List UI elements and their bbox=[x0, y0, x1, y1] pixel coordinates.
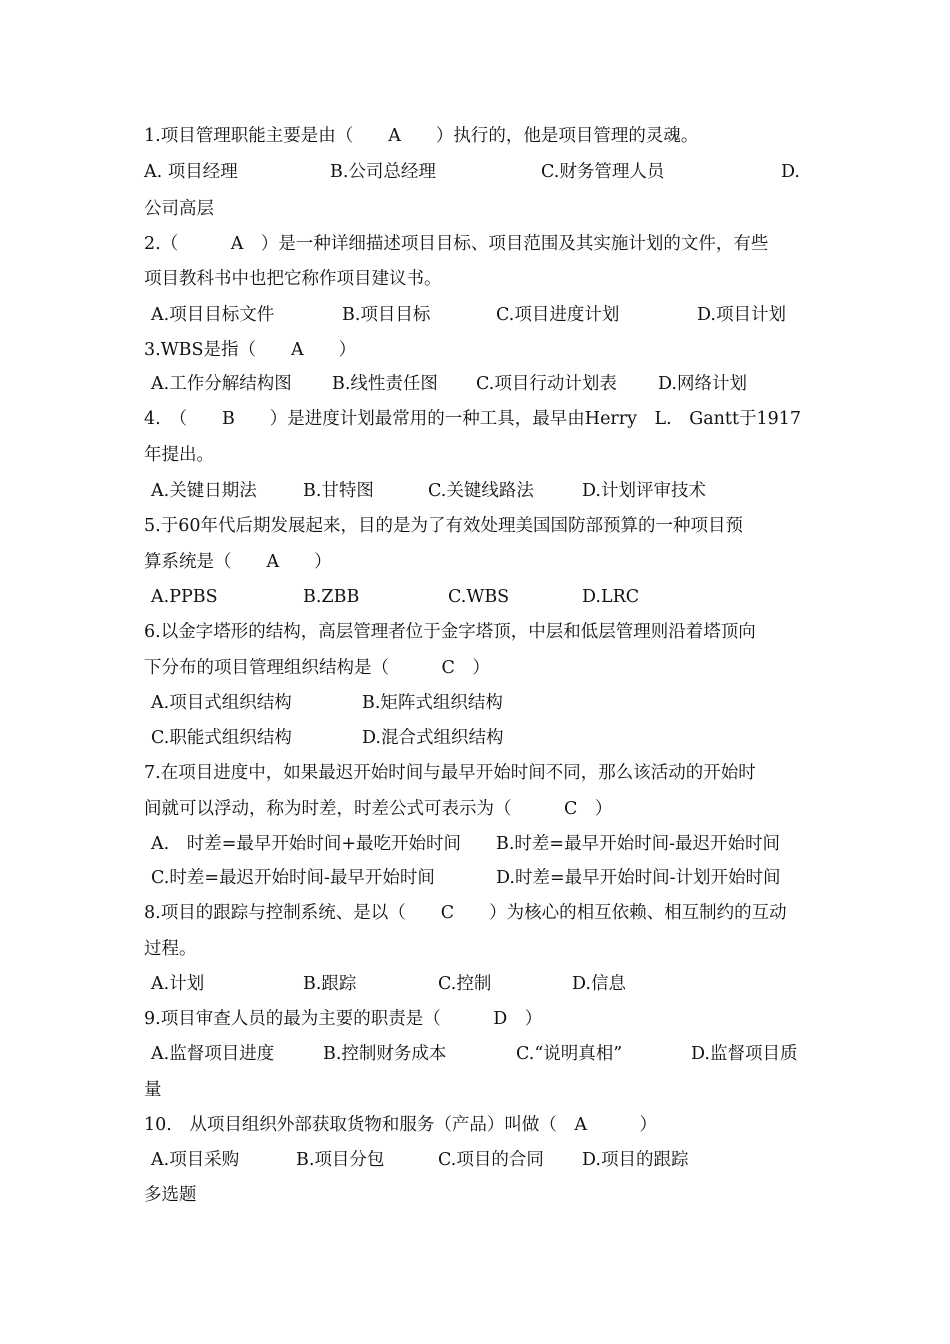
question-8-option-d: D.信息 bbox=[572, 974, 626, 994]
question-8-option-b: B.跟踪 bbox=[303, 974, 357, 994]
question-6-option-b: B.矩阵式组织结构 bbox=[362, 693, 503, 713]
question-2-text-line-1: 2.（ A ）是一种详细描述项目目标、项目范围及其实施计划的文件，有些 bbox=[144, 234, 769, 254]
question-7-option-a: A. 时差=最早开始时间+最吃开始时间 bbox=[151, 834, 462, 854]
question-7-option-d: D.时差=最早开始时间-计划开始时间 bbox=[496, 868, 781, 888]
question-7-text-line-2: 间就可以浮动，称为时差，时差公式可表示为（ C ） bbox=[144, 799, 613, 819]
question-6-text-line-2: 下分布的项目管理组织结构是（ C ） bbox=[144, 658, 490, 678]
question-1-option-b: B.公司总经理 bbox=[330, 162, 436, 182]
question-9-option-d: D.监督项目质 bbox=[691, 1044, 798, 1064]
question-3-option-d: D.网络计划 bbox=[658, 374, 747, 394]
question-1-option-a: A. 项目经理 bbox=[144, 162, 238, 182]
question-2-option-b: B.项目目标 bbox=[342, 305, 431, 325]
question-2-option-d: D.项目计划 bbox=[697, 305, 786, 325]
question-8-text-line-2: 过程。 bbox=[144, 939, 197, 959]
question-5-text-line-1: 5.于60年代后期发展起来，目的是为了有效处理美国国防部预算的一种项目预 bbox=[144, 516, 743, 536]
question-2-option-a: A.项目目标文件 bbox=[151, 305, 275, 325]
question-10-option-b: B.项目分包 bbox=[296, 1150, 385, 1170]
question-6-text-line-1: 6.以金字塔形的结构，高层管理者位于金字塔顶，中层和低层管理则沿着塔顶向 bbox=[144, 622, 756, 642]
question-9-option-b: B.控制财务成本 bbox=[323, 1044, 447, 1064]
question-5-option-d: D.LRC bbox=[582, 587, 640, 607]
question-4-option-c: C.关键线路法 bbox=[428, 481, 534, 501]
section-heading-multiple-choice: 多选题 bbox=[144, 1185, 197, 1205]
question-3-text: 3.WBS是指（ A ） bbox=[144, 340, 357, 360]
question-4-option-d: D.计划评审技术 bbox=[582, 481, 706, 501]
question-10-option-a: A.项目采购 bbox=[151, 1150, 240, 1170]
question-1-option-d: D. bbox=[781, 162, 800, 182]
question-5-option-b: B.ZBB bbox=[303, 587, 360, 607]
question-5-text-line-2: 算系统是（ A ） bbox=[144, 552, 332, 572]
question-10-option-d: D.项目的跟踪 bbox=[582, 1150, 689, 1170]
question-7-option-c: C.时差=最迟开始时间-最早开始时间 bbox=[151, 868, 435, 888]
question-5-option-a: A.PPBS bbox=[151, 587, 218, 607]
question-9-option-a: A.监督项目进度 bbox=[151, 1044, 275, 1064]
question-4-text-line-2: 年提出。 bbox=[144, 445, 214, 465]
question-3-option-b: B.线性责任图 bbox=[332, 374, 438, 394]
question-9-text: 9.项目审查人员的最为主要的职责是（ D ） bbox=[144, 1009, 543, 1029]
question-2-text-line-2: 项目教科书中也把它称作项目建议书。 bbox=[144, 269, 442, 289]
question-6-option-c: C.职能式组织结构 bbox=[151, 728, 292, 748]
question-4-option-a: A.关键日期法 bbox=[151, 481, 257, 501]
question-7-option-b: B.时差=最早开始时间-最迟开始时间 bbox=[496, 834, 780, 854]
question-3-option-c: C.项目行动计划表 bbox=[476, 374, 617, 394]
question-6-option-a: A.项目式组织结构 bbox=[151, 693, 292, 713]
question-2-option-c: C.项目进度计划 bbox=[496, 305, 620, 325]
question-5-option-c: C.WBS bbox=[448, 587, 510, 607]
question-1-text: 1.项目管理职能主要是由（ A ）执行的，他是项目管理的灵魂。 bbox=[144, 126, 699, 146]
question-8-option-c: C.控制 bbox=[438, 974, 492, 994]
question-1-option-c: C.财务管理人员 bbox=[541, 162, 665, 182]
question-9-option-d-continued: 量 bbox=[144, 1080, 162, 1100]
question-1-option-d-continued: 公司高层 bbox=[144, 199, 214, 219]
question-8-text-line-1: 8.项目的跟踪与控制系统、是以（ C ）为核心的相互依赖、相互制约的互动 bbox=[144, 903, 787, 923]
question-4-option-b: B.甘特图 bbox=[303, 481, 374, 501]
question-6-option-d: D.混合式组织结构 bbox=[362, 728, 504, 748]
question-4-text-line-1: 4. （ B ）是进度计划最常用的一种工具，最早由Herry L. Gantt于1917 bbox=[144, 409, 802, 429]
question-10-text: 10. 从项目组织外部获取货物和服务（产品）叫做（ A ） bbox=[144, 1115, 657, 1135]
question-3-option-a: A.工作分解结构图 bbox=[151, 374, 292, 394]
question-8-option-a: A.计划 bbox=[151, 974, 205, 994]
question-7-text-line-1: 7.在项目进度中，如果最迟开始时间与最早开始时间不同，那么该活动的开始时 bbox=[144, 763, 756, 783]
question-9-option-c: C.“说明真相” bbox=[516, 1044, 623, 1064]
question-10-option-c: C.项目的合同 bbox=[438, 1150, 544, 1170]
